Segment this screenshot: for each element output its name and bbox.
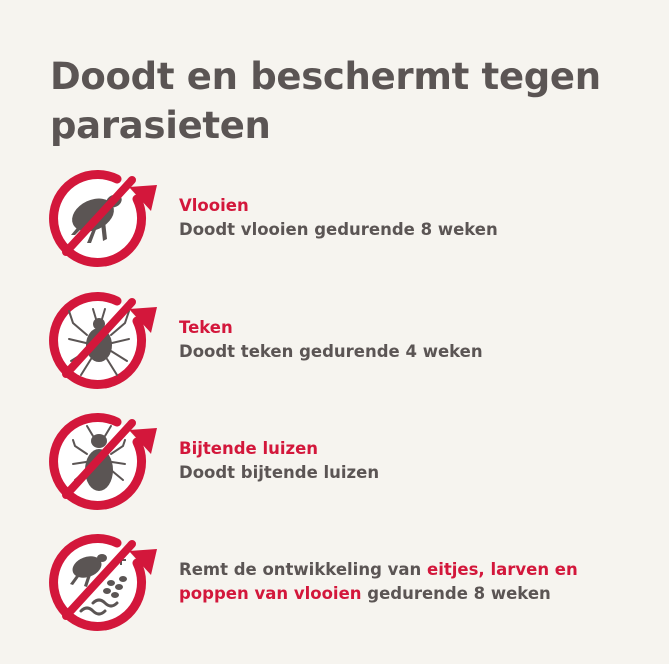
tick-icon [45, 285, 163, 395]
development-line-1: Remt de ontwikkeling van eitjes, larven en [179, 560, 578, 579]
parasite-description: Doodt teken gedurende 4 weken [179, 342, 483, 361]
parasite-heading: Vlooien [179, 196, 249, 215]
parasite-item-lice [45, 406, 665, 516]
flea-icon [45, 163, 163, 273]
flea-eggs-larvae-icon [45, 527, 163, 637]
louse-icon [45, 406, 163, 516]
parasite-item-fleas [45, 163, 665, 273]
parasite-item-ticks [45, 285, 665, 395]
parasite-heading: Bijtende luizen [179, 439, 319, 458]
parasite-heading: Teken [179, 318, 233, 337]
parasite-description: Doodt bijtende luizen [179, 463, 380, 482]
parasite-description: Doodt vlooien gedurende 8 weken [179, 220, 498, 239]
page-title: Doodt en beschermt tegen parasieten [50, 55, 601, 147]
parasite-item-development [45, 527, 665, 637]
development-line-2: poppen van vlooien gedurende 8 weken [179, 584, 551, 603]
